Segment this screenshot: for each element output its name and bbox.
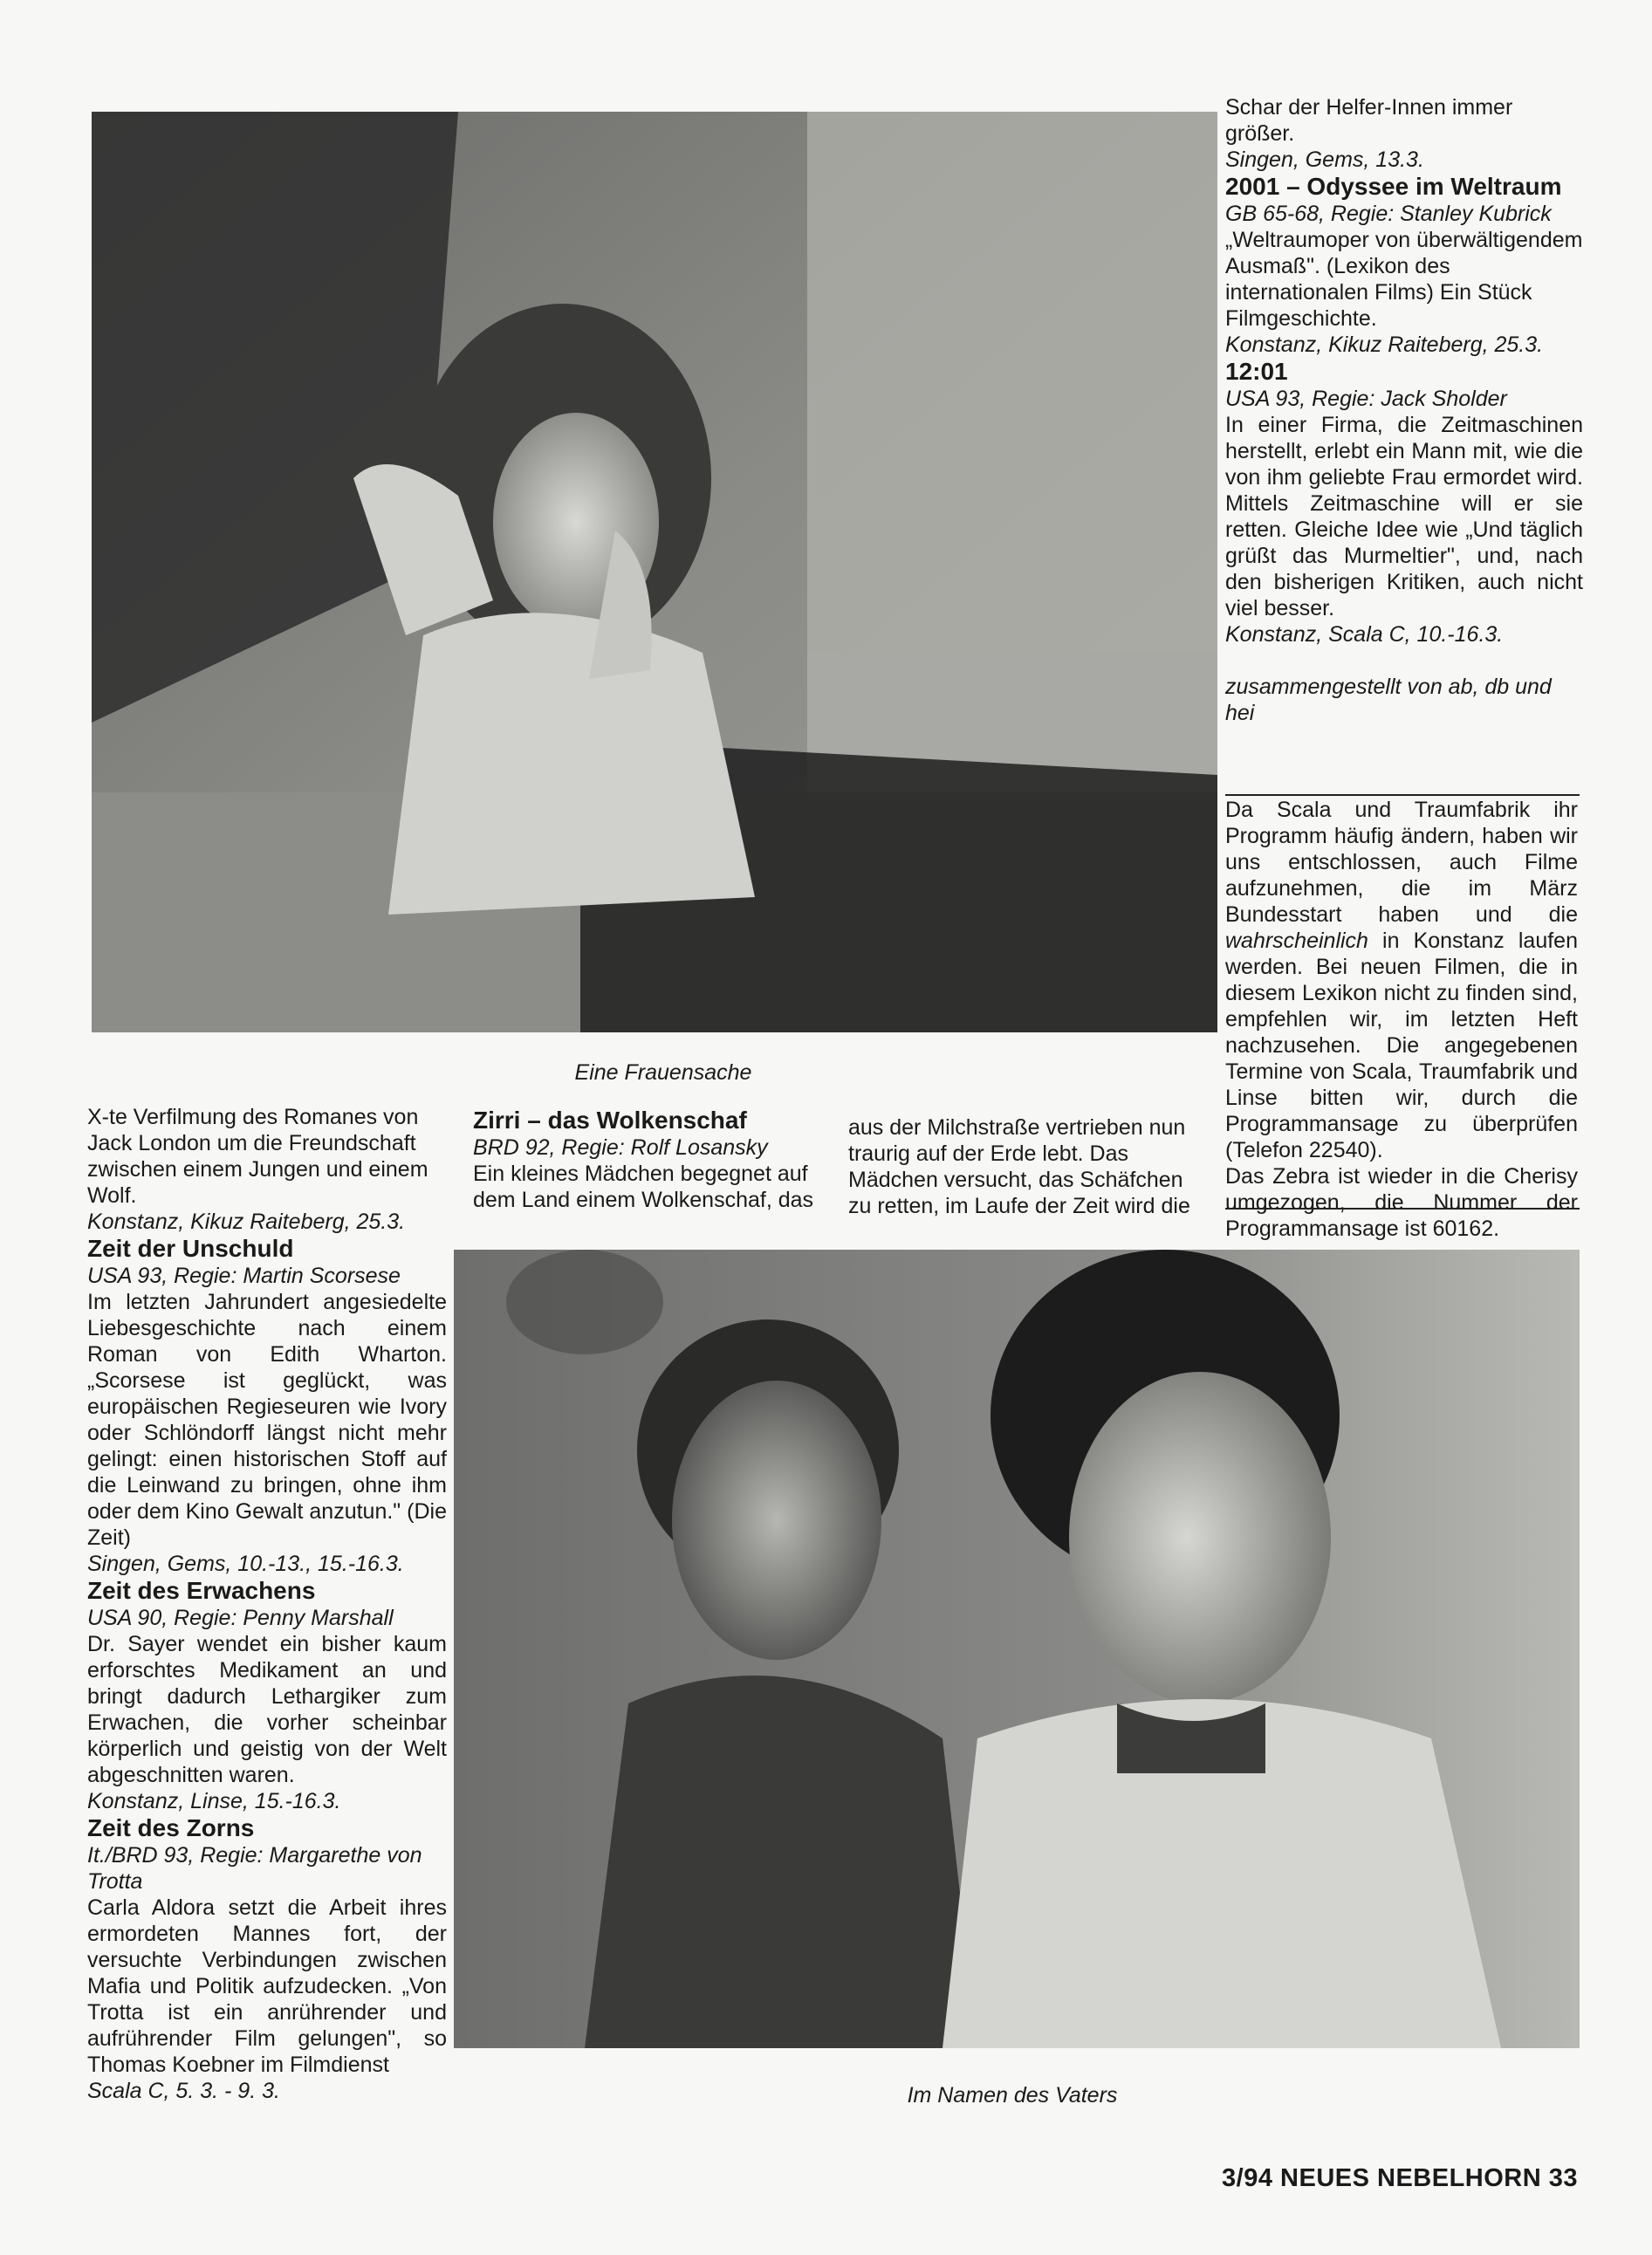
top-right-column	[1225, 94, 1583, 726]
page-footer: 3/94 NEUES NEBELHORN 33	[1222, 2164, 1578, 2192]
meta-konstanz-kikuz-2: Konstanz, Kikuz Raiteberg, 25.3.	[87, 1210, 406, 1234]
title-zeit-des-erwachens: Zeit des Erwachens	[87, 1577, 316, 1604]
meta-zeit-des-erwachens: USA 90, Regie: Penny Marshall	[87, 1606, 394, 1630]
notice-text: Da Scala und Traumfabrik ihr Programm häufig ändern, haben wir uns entschlossen, auch Filme aufzunehmen, die im März Bundesstart haben und die	[1225, 798, 1578, 927]
text-zeit-des-erwachens: Dr. Sayer wendet ein bisher kaum erforschtes Medikament an und bringt dadurch Lethargiker zum Erwachen, die vorher scheinbar körperlich und geistig von der Welt abgeschnitten waren.	[87, 1632, 447, 1787]
title-zirri: Zirri – das Wolkenschaf	[473, 1107, 747, 1134]
meta-zeit-der-unschuld: USA 93, Regie: Martin Scorsese	[87, 1264, 401, 1288]
caption-im-namen-des-vaters: Im Namen des Vaters	[907, 2083, 1118, 2108]
text-zeit-der-unschuld: Im letzten Jahrundert angesiedelte Liebesgeschichte nach einem Roman von Edith Wharton. „Scorsese ist geglückt, was europäischen Regieseuren wie Ivory oder Schlöndorff längst nicht mehr gelingt: einen historischen Stoff auf die Leinwand zu bringen, ohne ihm oder dem Kino Gewalt anzutun." (Die Zeit)	[87, 1290, 447, 1550]
caption-eine-frauensache: Eine Frauensache	[574, 1060, 752, 1085]
title-zeit-des-zorns: Zeit des Zorns	[87, 1814, 255, 1841]
photo-eine-frauensache	[92, 112, 1217, 1032]
text-schar: Schar der Helfer-Innen immer größer.	[1225, 95, 1513, 146]
notice-box	[1225, 797, 1578, 1242]
meta-zeit-des-zorns: It./BRD 93, Regie: Margarethe von Trotta	[87, 1843, 422, 1894]
left-column	[87, 1104, 447, 2104]
right-mid-column	[848, 1114, 1197, 1219]
notice-zebra: Das Zebra ist wieder in die Cherisy umgezogen, die Nummer der Programmansage ist 60162.	[1225, 1164, 1578, 1241]
notice-rule-bottom	[1225, 1208, 1580, 1210]
meta-scala-c-zorns: Scala C, 5. 3. - 9. 3.	[87, 2079, 280, 2103]
title-zeit-der-unschuld: Zeit der Unschuld	[87, 1235, 294, 1262]
text-2001: „Weltraumoper von überwältigendem Ausmaß". (Lexikon des internationalen Films) Ein Stück Filmgeschichte.	[1225, 228, 1583, 331]
meta-scala-c: Konstanz, Scala C, 10.-16.3.	[1225, 622, 1504, 647]
meta-singen: Singen, Gems, 13.3.	[1225, 147, 1424, 172]
meta-konstanz-kikuz: Konstanz, Kikuz Raiteberg, 25.3.	[1225, 332, 1544, 357]
title-1201: 12:01	[1225, 358, 1288, 385]
text-milchstrasse: aus der Milchstraße vertrieben nun traurig auf der Erde lebt. Das Mädchen versucht, das Schäfchen zu retten, im Laufe der Zeit wird die	[848, 1115, 1190, 1218]
text-jack-london: X-te Verfilmung des Romanes von Jack London um die Freundschaft zwischen einem Jungen und einem Wolf.	[87, 1105, 428, 1208]
text-zeit-des-zorns: Carla Aldora setzt die Arbeit ihres ermordeten Mannes fort, der versuchte Verbindungen zwischen Mafia und Politik aufzudecken. „Von Trotta ist ein anrührender und aufrührender Film gelungen", so Thomas Koebner im Filmdienst	[87, 1895, 447, 2077]
meta-1201: USA 93, Regie: Jack Sholder	[1225, 387, 1507, 411]
meta-2001: GB 65-68, Regie: Stanley Kubrick	[1225, 202, 1552, 226]
meta-singen-gems: Singen, Gems, 10.-13., 15.-16.3.	[87, 1552, 404, 1576]
middle-column	[473, 1107, 822, 1213]
notice-text-after: in Konstanz laufen werden. Bei neuen Filmen, die in diesem Lexikon nicht zu finden sind, empfehlen wir, im letzten Heft nachzusehen. Die angegebenen Termine von Scala, Traumfabrik und Linse bitten wir, durch die Programmansage zu überprüfen (Telefon 22540).	[1225, 929, 1578, 1162]
notice-text-italic: wahrscheinlich	[1225, 929, 1368, 953]
meta-zirri: BRD 92, Regie: Rolf Losansky	[473, 1135, 768, 1160]
compiled-by: zusammengestellt von ab, db und hei	[1225, 675, 1552, 725]
title-2001: 2001 – Odyssee im Weltraum	[1225, 173, 1562, 200]
notice-rule-top	[1225, 794, 1580, 796]
text-1201: In einer Firma, die Zeitmaschinen herstellt, erlebt ein Mann mit, wie die von ihm geliebte Frau ermordet wird. Mittels Zeitmaschine will er sie retten. Gleiche Idee wie „Und täglich grüßt das Murmeltier", und, nach den bisherigen Kritiken, auch nicht viel besser.	[1225, 413, 1583, 620]
meta-konstanz-linse: Konstanz, Linse, 15.-16.3.	[87, 1789, 341, 1813]
photo-im-namen-des-vaters	[454, 1250, 1580, 2048]
text-zirri: Ein kleines Mädchen begegnet auf dem Land einem Wolkenschaf, das	[473, 1162, 814, 1212]
